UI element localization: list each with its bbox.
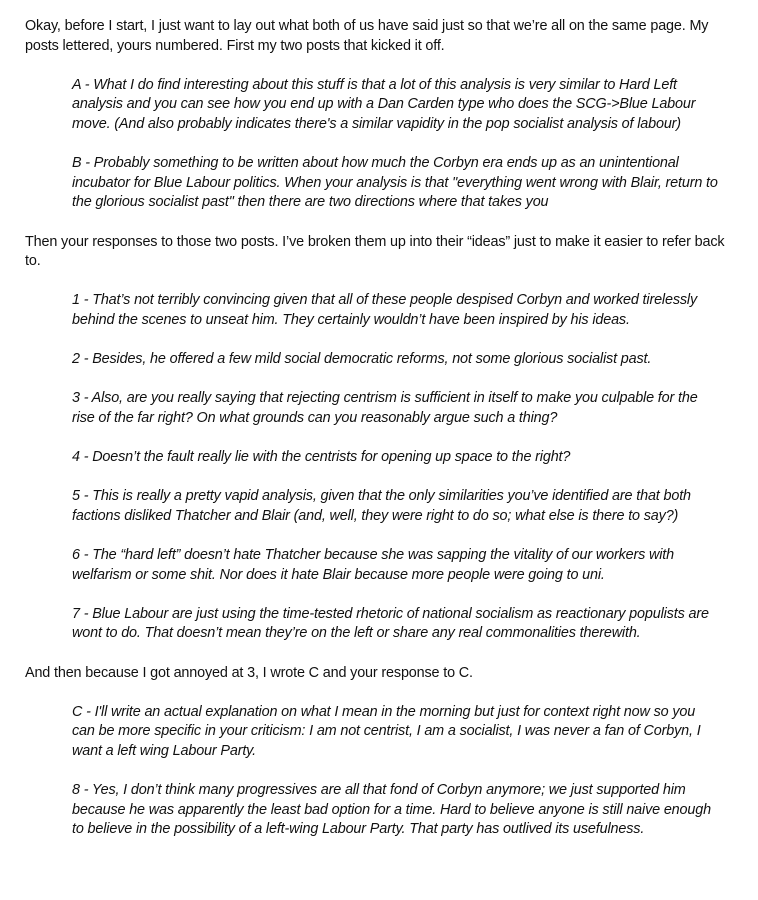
- quoted-response-7: 7 - Blue Labour are just using the time-tested rhetoric of national socialism as reactionary populists are wont to do. That doesn’t mean they’re on the left or share any real commonalities therewith.: [72, 605, 709, 642]
- quoted-post-c: C - I'll write an actual explanation on what I mean in the morning but just for context right now so you can be more specific in your criticism: I am not centrist, I am a socialist, I was never a fan of Corbyn, I want a left wing Labour Party.: [72, 703, 701, 759]
- quoted-response-4: 4 - Doesn’t the fault really lie with the centrists for opening up space to the right?: [72, 449, 571, 466]
- quoted-response-3: 3 - Also, are you really saying that rejecting centrism is sufficient in itself to make you culpable for the rise of the far right? On what grounds can you reasonably argue such a thing?: [72, 390, 698, 426]
- quoted-post-a: A - What I do find interesting about this stuff is that a lot of this analysis is very similar to Hard Left analysis and you can see how you end up with a Dan Carden type who does the SCG->Blue Labour move. (And also probably indicates there's a similar vapidity in the pop socialist analysis of labour): [72, 76, 696, 132]
- quoted-response-1: 1 - That’s not terribly convincing given that all of these people despised Corbyn and worked tirelessly behind the scenes to unseat him. They certainly wouldn’t have been inspired by his ideas.: [72, 292, 698, 328]
- quoted-response-2: 2 - Besides, he offered a few mild social democratic reforms, not some glorious socialist past.: [72, 351, 652, 368]
- quoted-post-b: B - Probably something to be written about how much the Corbyn era ends up as an unintentional incubator for Blue Labour politics. When your analysis is that "everything went wrong with Blair, return to the glorious socialist past" then there are two directions where that takes you: [72, 155, 718, 211]
- followup-intro-paragraph: And then because I got annoyed at 3, I wrote C and your response to C.: [25, 664, 473, 681]
- responses-intro-paragraph: Then your responses to those two posts. I’ve broken them up into their “ideas” just to make it easier to refer back to.: [25, 233, 725, 270]
- quoted-response-6: 6 - The “hard left” doesn’t hate Thatcher because she was sapping the vitality of our workers with welfarism or some shit. Nor does it hate Blair because more people were going to uni.: [72, 547, 675, 583]
- intro-paragraph: Okay, before I start, I just want to lay out what both of us have said just so that we’re all on the same page. My posts lettered, yours numbered. First my two posts that kicked it off.: [25, 18, 709, 54]
- quoted-response-5: 5 - This is really a pretty vapid analysis, given that the only similarities you’ve identified are that both factions disliked Thatcher and Blair (and, well, they were right to do so; what else is there to say?): [72, 488, 691, 524]
- quoted-response-8: 8 - Yes, I don’t think many progressives are all that fond of Corbyn anymore; we just supported him because he was apparently the least bad option for a time. Hard to believe anyone is still naive enough to believe in the possibility of a left-wing Labour Party. That party has outlived its usefulness.: [72, 782, 711, 838]
